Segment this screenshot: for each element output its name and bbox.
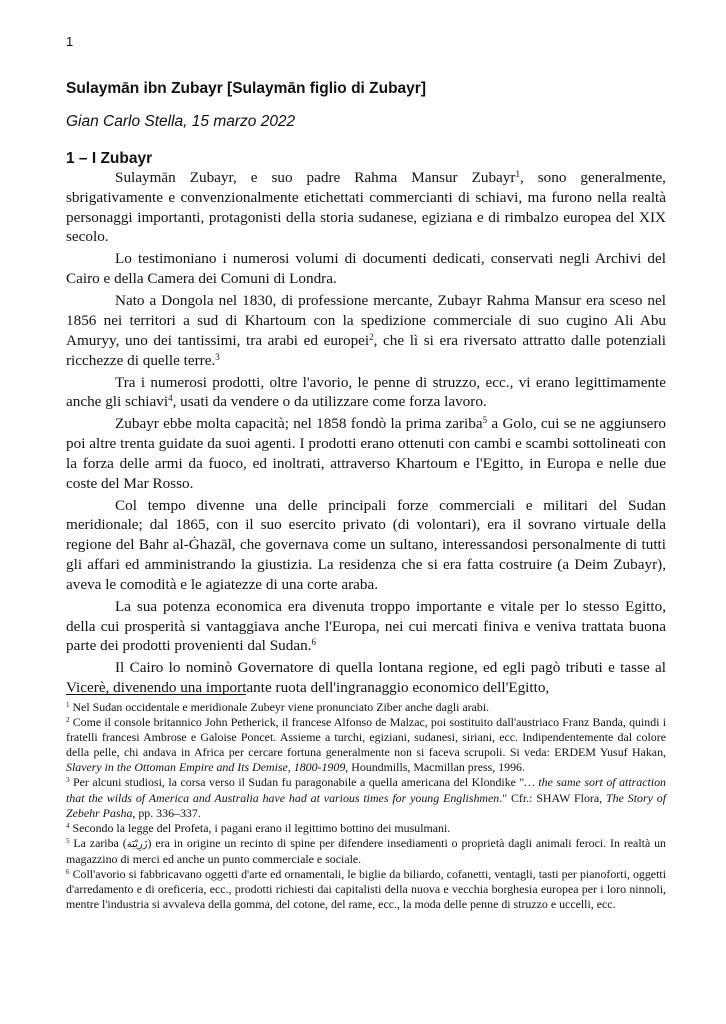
- quotation: … the same sort of attraction that the wilds of America and Australia have had at various times for young Englishmen: [66, 775, 666, 805]
- footnote-ref-5[interactable]: 5: [482, 415, 488, 426]
- footnote-ref-3[interactable]: 3: [215, 351, 220, 362]
- paragraph-3: Nato a Dongola nel 1830, di professione mercante, Zubayr Rahma Mansur era sceso nel 1856 nei territori a sud di Khartoum con la spedizione commerciale di suo cugino Ali Abu Amuryy, uno dei tantissimi, tra arabi ed europei$^2$, che lì si era riversato attratto dalle potenziali ricchezze di quelle terre.$^3$: [66, 292, 666, 369]
- footnote-3: $^3$ Per alcuni studiosi, la corsa verso il Sudan fu paragonabile a quella americana del Klondike "… the same sort of attraction that the wilds of America and Australia have had at various times for young Englishmen." Cfr.: SHAW Flora, The Story of Zebehr Pasha, pp. 336–337.: [66, 775, 667, 820]
- paragraph-7: La sua potenza economica era divenuta troppo importante e vitale per lo stesso Egitto, della cui prosperità si vantaggiava anche l'Europa, nei cui mercati finiva e veniva trattata buona parte dei prodotti provenienti dal Sudan.$^6$: [66, 597, 666, 655]
- paragraph-1: Sulaymān Zubayr, e suo padre Rahma Mansur Zubayr$^1$, sono generalmente, sbrigativamente e convenzionalmente etichettati commercianti di schiavi, ma furono nella realtà personaggi importanti, protagonisti della storia sudanese, egiziana e di rimbalzo europea del XIX secolo.: [66, 169, 666, 246]
- footnote-ref-2[interactable]: 2: [369, 331, 374, 342]
- footnote-5: $^5$ La zariba (زَرِيْبَة) era in origine un recinto di spine per difendere insediamenti o proprietà dagli animali feroci. In realtà un magazzino di merci ed anche un punto commerciale e sociale.: [66, 835, 666, 866]
- paragraph-2: Lo testimoniano i numerosi volumi di documenti dedicati, conservati negli Archivi del Cairo e della Camera dei Comuni di Londra.: [66, 250, 666, 288]
- footnote-1: $^1$ Nel Sudan occidentale e meridionale Zubeyr viene pronunciato Ziber anche dagli arabi.: [66, 700, 490, 714]
- footnote-ref-4[interactable]: 4: [168, 393, 173, 404]
- footnote-ref-6[interactable]: 6: [311, 637, 316, 648]
- footnotes: [66, 700, 666, 912]
- footnote-ref-1[interactable]: 1: [515, 169, 520, 179]
- footnote-6: $^6$ Coll'avorio si fabbricavano oggetti d'arte ed ornamentali, le biglie da biliardo, cofanetti, ventagli, tasti per pianoforti, oggetti d'arredamento e di oreficeria, ecc., prodotti richiesti dai capitalisti della nuova e vecchia borghesia europea per i loro ninnoli, mentre l'industria si avvaleva della gomma, del cotone, del rame, ecc., la moda delle penne di struzzo e uccelli, ecc.: [66, 867, 666, 912]
- document-title: Sulaymān ibn Zubayr [Sulaymān figlio di Zubayr]: [66, 80, 426, 97]
- paragraph-4: Tra i numerosi prodotti, oltre l'avorio, le penne di struzzo, ecc., vi erano legittimamente anche gli schiavi$^4$, usati da vendere o da utilizzare come forza lavoro.: [66, 373, 666, 411]
- book-title: Slavery in the Ottoman Empire and Its Demise, 1800-1909: [66, 760, 346, 775]
- paragraph-8: Il Cairo lo nominò Governatore di quella lontana regione, ed egli pagò tributi e tasse al Vicerè, divenendo una importante ruota dell'ingranaggio economico dell'Egitto,: [66, 659, 666, 697]
- footnote-separator: [66, 694, 246, 695]
- paragraph-5: Zubayr ebbe molta capacità; nel 1858 fondò la prima zariba$^5$ a Golo, cui se ne aggiunsero poi altre trenta guidate da suoi agenti. I prodotti erano ottenuti con cambi e scambi sottolineati con la forza delle armi da fuoco, ed inoltrati, attraverso Khartoum e l'Egitto, in Europa e nelle due coste del Mar Rosso.: [66, 415, 666, 492]
- paragraph-6: Col tempo divenne una delle principali forze commerciali e militari del Sudan meridionale; dal 1865, con il suo esercito privato (di volontari), era il sovrano virtuale della regione del Bahr al-Ġhazāl, che governava come un sultano, interessandosi personalmente di tutti gli affari ed amministrando la giustizia. La residenza che si era fatta costruire (a Deim Zubayr), aveva le comodità e le agiatezze di una corte araba.: [66, 496, 666, 593]
- author-date-line: Gian Carlo Stella, 15 marzo 2022: [66, 113, 296, 130]
- footnote-4: $^4$ Secondo la legge del Profeta, i pagani erano il legittimo bottino dei musulmani.: [66, 820, 451, 835]
- page-number: 1: [66, 34, 74, 49]
- footnote-2: $^2$ Come il console britannico John Petherick, il francese Alfonso de Malzac, poi sostituito dall'austriaco Franz Banda, quindi i fratelli francesi Ambrose e Galoise Poncet. Assieme a turchi, egiziani, sudanesi, siriani, ecc. Indipendentemente dal colore della pelle, chi andava in Africa per cercare fortuna generalmente non si faceva scrupoli. Si veda: ERDEM Yusuf Hakan, Slavery in the Ottoman Empire and Its Demise, 1800-1909, Houndmills, Macmillan press, 1996.: [66, 715, 666, 775]
- section-heading: 1 – I Zubayr: [66, 150, 153, 167]
- body-text: [66, 168, 666, 700]
- arabic-term: زَرِيْبَة: [126, 838, 148, 850]
- book-title: The Story of Zebehr Pasha: [66, 790, 667, 820]
